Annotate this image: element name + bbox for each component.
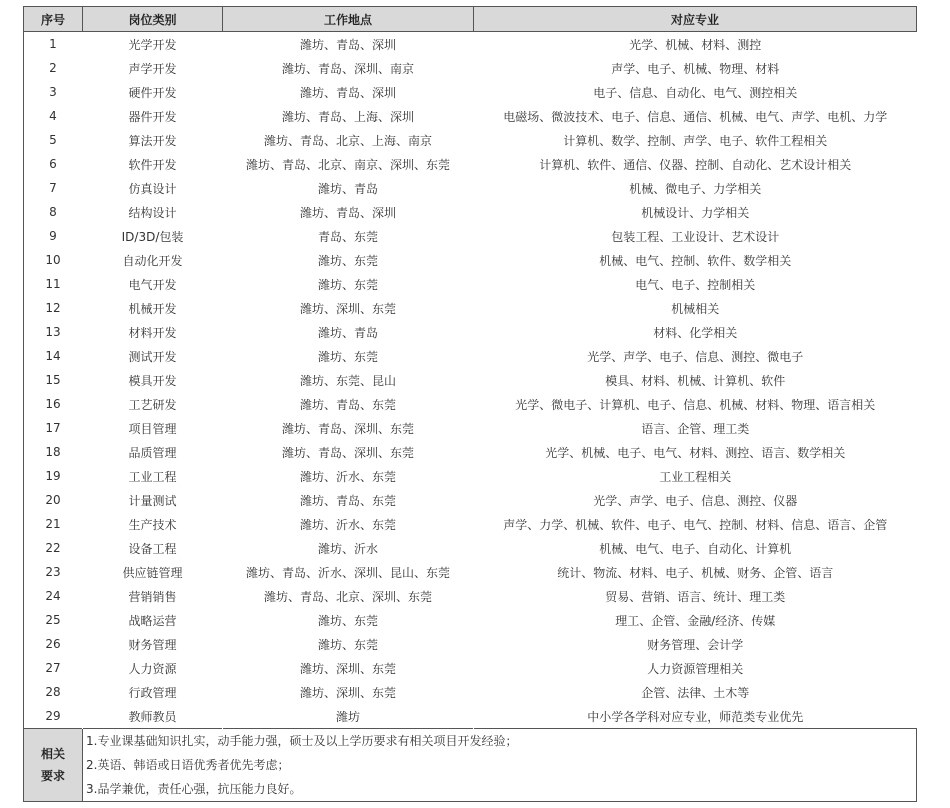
cell-category: 模具开发: [128, 373, 177, 388]
cell-category: 行政管理: [128, 685, 177, 700]
cell-category: 财务管理: [128, 637, 177, 652]
requirement-item: 2.英语、韩语或日语优秀者优先考虑；: [86, 758, 290, 772]
cell-location: 潍坊、东莞、昆山: [299, 373, 396, 388]
cell-major: 财务管理、会计学: [647, 637, 744, 652]
table-row: [24, 248, 917, 272]
cell-location: 潍坊、沂水: [317, 541, 378, 556]
cell-index: 12: [24, 296, 83, 320]
cell-major: 企管、法律、土木等: [641, 685, 750, 700]
cell-category: 工业工程: [128, 469, 177, 484]
table-row: [24, 56, 917, 80]
cell-major: 计算机、软件、通信、仪器、控制、自动化、艺术设计相关: [539, 157, 852, 172]
cell-category: 结构设计: [128, 205, 177, 220]
cell-category: 算法开发: [128, 133, 177, 148]
cell-major: 电磁场、微波技术、电子、信息、通信、机械、电气、声学、电机、力学: [503, 109, 888, 124]
cell-location: 潍坊、东莞: [317, 613, 378, 628]
cell-index: 20: [24, 488, 83, 512]
cell-location: 潍坊、青岛、北京、深圳、东莞: [263, 589, 432, 604]
requirements-body: [83, 729, 917, 802]
cell-location: 潍坊、青岛: [317, 325, 378, 340]
table-row: [24, 656, 917, 680]
cell-category: 仿真设计: [128, 181, 177, 196]
table-row: [24, 680, 917, 704]
cell-location: 潍坊、青岛、深圳、南京: [281, 61, 414, 76]
cell-location: 潍坊、东莞: [317, 277, 378, 292]
cell-category: 生产技术: [128, 517, 177, 532]
cell-major: 机械、电气、控制、软件、数学相关: [599, 253, 792, 268]
cell-index: 17: [24, 416, 83, 440]
header-index: 序号: [24, 7, 83, 32]
requirement-item: 3.品学兼优，责任心强，抗压能力良好。: [86, 782, 302, 796]
table-row: [24, 80, 917, 104]
table-row: [24, 488, 917, 512]
table-row: [24, 464, 917, 488]
cell-location: 潍坊、青岛、北京、上海、南京: [263, 133, 432, 148]
cell-index: 26: [24, 632, 83, 656]
cell-major: 理工、企管、金融/经济、传媒: [615, 613, 776, 628]
cell-major: 机械设计、力学相关: [641, 205, 750, 220]
cell-major: 模具、材料、机械、计算机、软件: [605, 373, 786, 388]
cell-major: 中小学各学科对应专业，师范类专业优先: [587, 709, 804, 724]
cell-index: 23: [24, 560, 83, 584]
cell-category: 电气开发: [128, 277, 177, 292]
table-row: [24, 704, 917, 729]
table-row: [24, 224, 917, 248]
requirements-label-line-2: 要求: [40, 769, 65, 783]
cell-index: 2: [24, 56, 83, 80]
cell-category: 器件开发: [128, 109, 177, 124]
cell-major: 统计、物流、材料、电子、机械、财务、企管、语言: [557, 565, 834, 580]
cell-location: 潍坊、东莞: [317, 637, 378, 652]
cell-location: 青岛、东莞: [317, 229, 378, 244]
table-row: [24, 560, 917, 584]
requirements-label-line-1: 相关: [40, 747, 65, 761]
table-row: [24, 536, 917, 560]
cell-major: 光学、声学、电子、信息、测控、仪器: [593, 493, 798, 508]
cell-major: 计算机、数学、控制、声学、电子、软件工程相关: [563, 133, 828, 148]
table-row: [24, 176, 917, 200]
cell-category: 设备工程: [128, 541, 177, 556]
cell-major: 电气、电子、控制相关: [635, 277, 756, 292]
cell-location: 潍坊、青岛、上海、深圳: [281, 109, 414, 124]
cell-index: 14: [24, 344, 83, 368]
table-row: [24, 392, 917, 416]
cell-category: 教师教员: [128, 709, 177, 724]
cell-category: 声学开发: [128, 61, 177, 76]
cell-category: 硬件开发: [128, 85, 177, 100]
table-row: [24, 104, 917, 128]
cell-location: 潍坊、深圳、东莞: [299, 661, 396, 676]
cell-location: 潍坊、青岛、深圳: [299, 85, 396, 100]
recruitment-table-container: [23, 6, 916, 802]
cell-major: 电子、信息、自动化、电气、测控相关: [593, 85, 798, 100]
table-row: [24, 296, 917, 320]
cell-major: 光学、声学、电子、信息、测控、微电子: [587, 349, 804, 364]
cell-location: 潍坊、青岛、东莞: [299, 493, 396, 508]
cell-index: 19: [24, 464, 83, 488]
cell-major: 声学、力学、机械、软件、电子、电气、控制、材料、信息、语言、企管: [503, 517, 888, 532]
cell-index: 3: [24, 80, 83, 104]
header-major: 对应专业: [474, 7, 917, 32]
cell-location: 潍坊、沂水、东莞: [299, 469, 396, 484]
cell-major: 机械、电气、电子、自动化、计算机: [599, 541, 792, 556]
cell-category: 测试开发: [128, 349, 177, 364]
cell-category: 计量测试: [128, 493, 177, 508]
cell-location: 潍坊、青岛、深圳、东莞: [281, 445, 414, 460]
cell-index: 18: [24, 440, 83, 464]
requirements-label: [24, 729, 83, 802]
cell-major: 光学、机械、材料、测控: [629, 37, 762, 52]
cell-major: 声学、电子、机械、物理、材料: [611, 61, 780, 76]
cell-index: 16: [24, 392, 83, 416]
table-row: [24, 128, 917, 152]
cell-location: 潍坊、青岛、深圳: [299, 37, 396, 52]
cell-index: 21: [24, 512, 83, 536]
requirements-row: [24, 729, 917, 802]
cell-index: 7: [24, 176, 83, 200]
cell-major: 材料、化学相关: [653, 325, 738, 340]
cell-index: 15: [24, 368, 83, 392]
table-row: [24, 344, 917, 368]
cell-index: 25: [24, 608, 83, 632]
recruitment-table: [23, 6, 917, 802]
cell-index: 24: [24, 584, 83, 608]
cell-category: 材料开发: [128, 325, 177, 340]
table-row: [24, 32, 917, 57]
cell-major: 贸易、营销、语言、统计、理工类: [605, 589, 786, 604]
cell-index: 9: [24, 224, 83, 248]
cell-index: 10: [24, 248, 83, 272]
table-row: [24, 440, 917, 464]
cell-index: 8: [24, 200, 83, 224]
cell-major: 工业工程相关: [659, 469, 732, 484]
cell-location: 潍坊、沂水、东莞: [299, 517, 396, 532]
cell-category: 软件开发: [128, 157, 177, 172]
cell-index: 13: [24, 320, 83, 344]
table-row: [24, 584, 917, 608]
cell-category: 品质管理: [128, 445, 177, 460]
cell-category: ID/3D/包装: [121, 229, 184, 244]
table-row: [24, 368, 917, 392]
cell-major: 机械、微电子、力学相关: [629, 181, 762, 196]
cell-category: 项目管理: [128, 421, 177, 436]
cell-index: 5: [24, 128, 83, 152]
cell-category: 营销销售: [128, 589, 177, 604]
cell-index: 4: [24, 104, 83, 128]
cell-major: 光学、机械、电子、电气、材料、测控、语言、数学相关: [545, 445, 846, 460]
cell-location: 潍坊、深圳、东莞: [299, 301, 396, 316]
cell-location: 潍坊、青岛、深圳: [299, 205, 396, 220]
requirement-item: 1.专业课基础知识扎实，动手能力强，硕士及以上学历要求有相关项目开发经验；: [86, 734, 518, 748]
cell-major: 包装工程、工业设计、艺术设计: [611, 229, 780, 244]
cell-index: 6: [24, 152, 83, 176]
table-row: [24, 320, 917, 344]
cell-category: 供应链管理: [122, 565, 183, 580]
cell-category: 工艺研发: [128, 397, 177, 412]
cell-category: 机械开发: [128, 301, 177, 316]
cell-major: 机械相关: [671, 301, 720, 316]
table-row: [24, 608, 917, 632]
cell-index: 27: [24, 656, 83, 680]
cell-location: 潍坊、东莞: [317, 253, 378, 268]
header-category: 岗位类别: [83, 7, 223, 32]
table-row: [24, 632, 917, 656]
cell-index: 28: [24, 680, 83, 704]
cell-major: 人力资源管理相关: [647, 661, 744, 676]
cell-index: 1: [24, 32, 83, 57]
cell-location: 潍坊、深圳、东莞: [299, 685, 396, 700]
cell-location: 潍坊、青岛、沂水、深圳、昆山、东莞: [245, 565, 450, 580]
table-row: [24, 512, 917, 536]
table-row: [24, 272, 917, 296]
cell-index: 29: [24, 704, 83, 729]
cell-major: 语言、企管、理工类: [641, 421, 750, 436]
cell-location: 潍坊、青岛、深圳、东莞: [281, 421, 414, 436]
cell-index: 11: [24, 272, 83, 296]
cell-major: 光学、微电子、计算机、电子、信息、机械、材料、物理、语言相关: [515, 397, 876, 412]
cell-index: 22: [24, 536, 83, 560]
table-row: [24, 200, 917, 224]
cell-category: 自动化开发: [122, 253, 183, 268]
cell-category: 光学开发: [128, 37, 177, 52]
cell-location: 潍坊、青岛、东莞: [299, 397, 396, 412]
table-row: [24, 152, 917, 176]
cell-category: 人力资源: [128, 661, 177, 676]
cell-location: 潍坊、青岛、北京、南京、深圳、东莞: [245, 157, 450, 172]
cell-location: 潍坊、青岛: [317, 181, 378, 196]
cell-location: 潍坊、东莞: [317, 349, 378, 364]
cell-category: 战略运营: [128, 613, 177, 628]
table-body: [24, 32, 917, 729]
table-row: [24, 416, 917, 440]
cell-location: 潍坊: [335, 709, 360, 724]
table-header-row: [24, 7, 917, 32]
header-location: 工作地点: [223, 7, 474, 32]
